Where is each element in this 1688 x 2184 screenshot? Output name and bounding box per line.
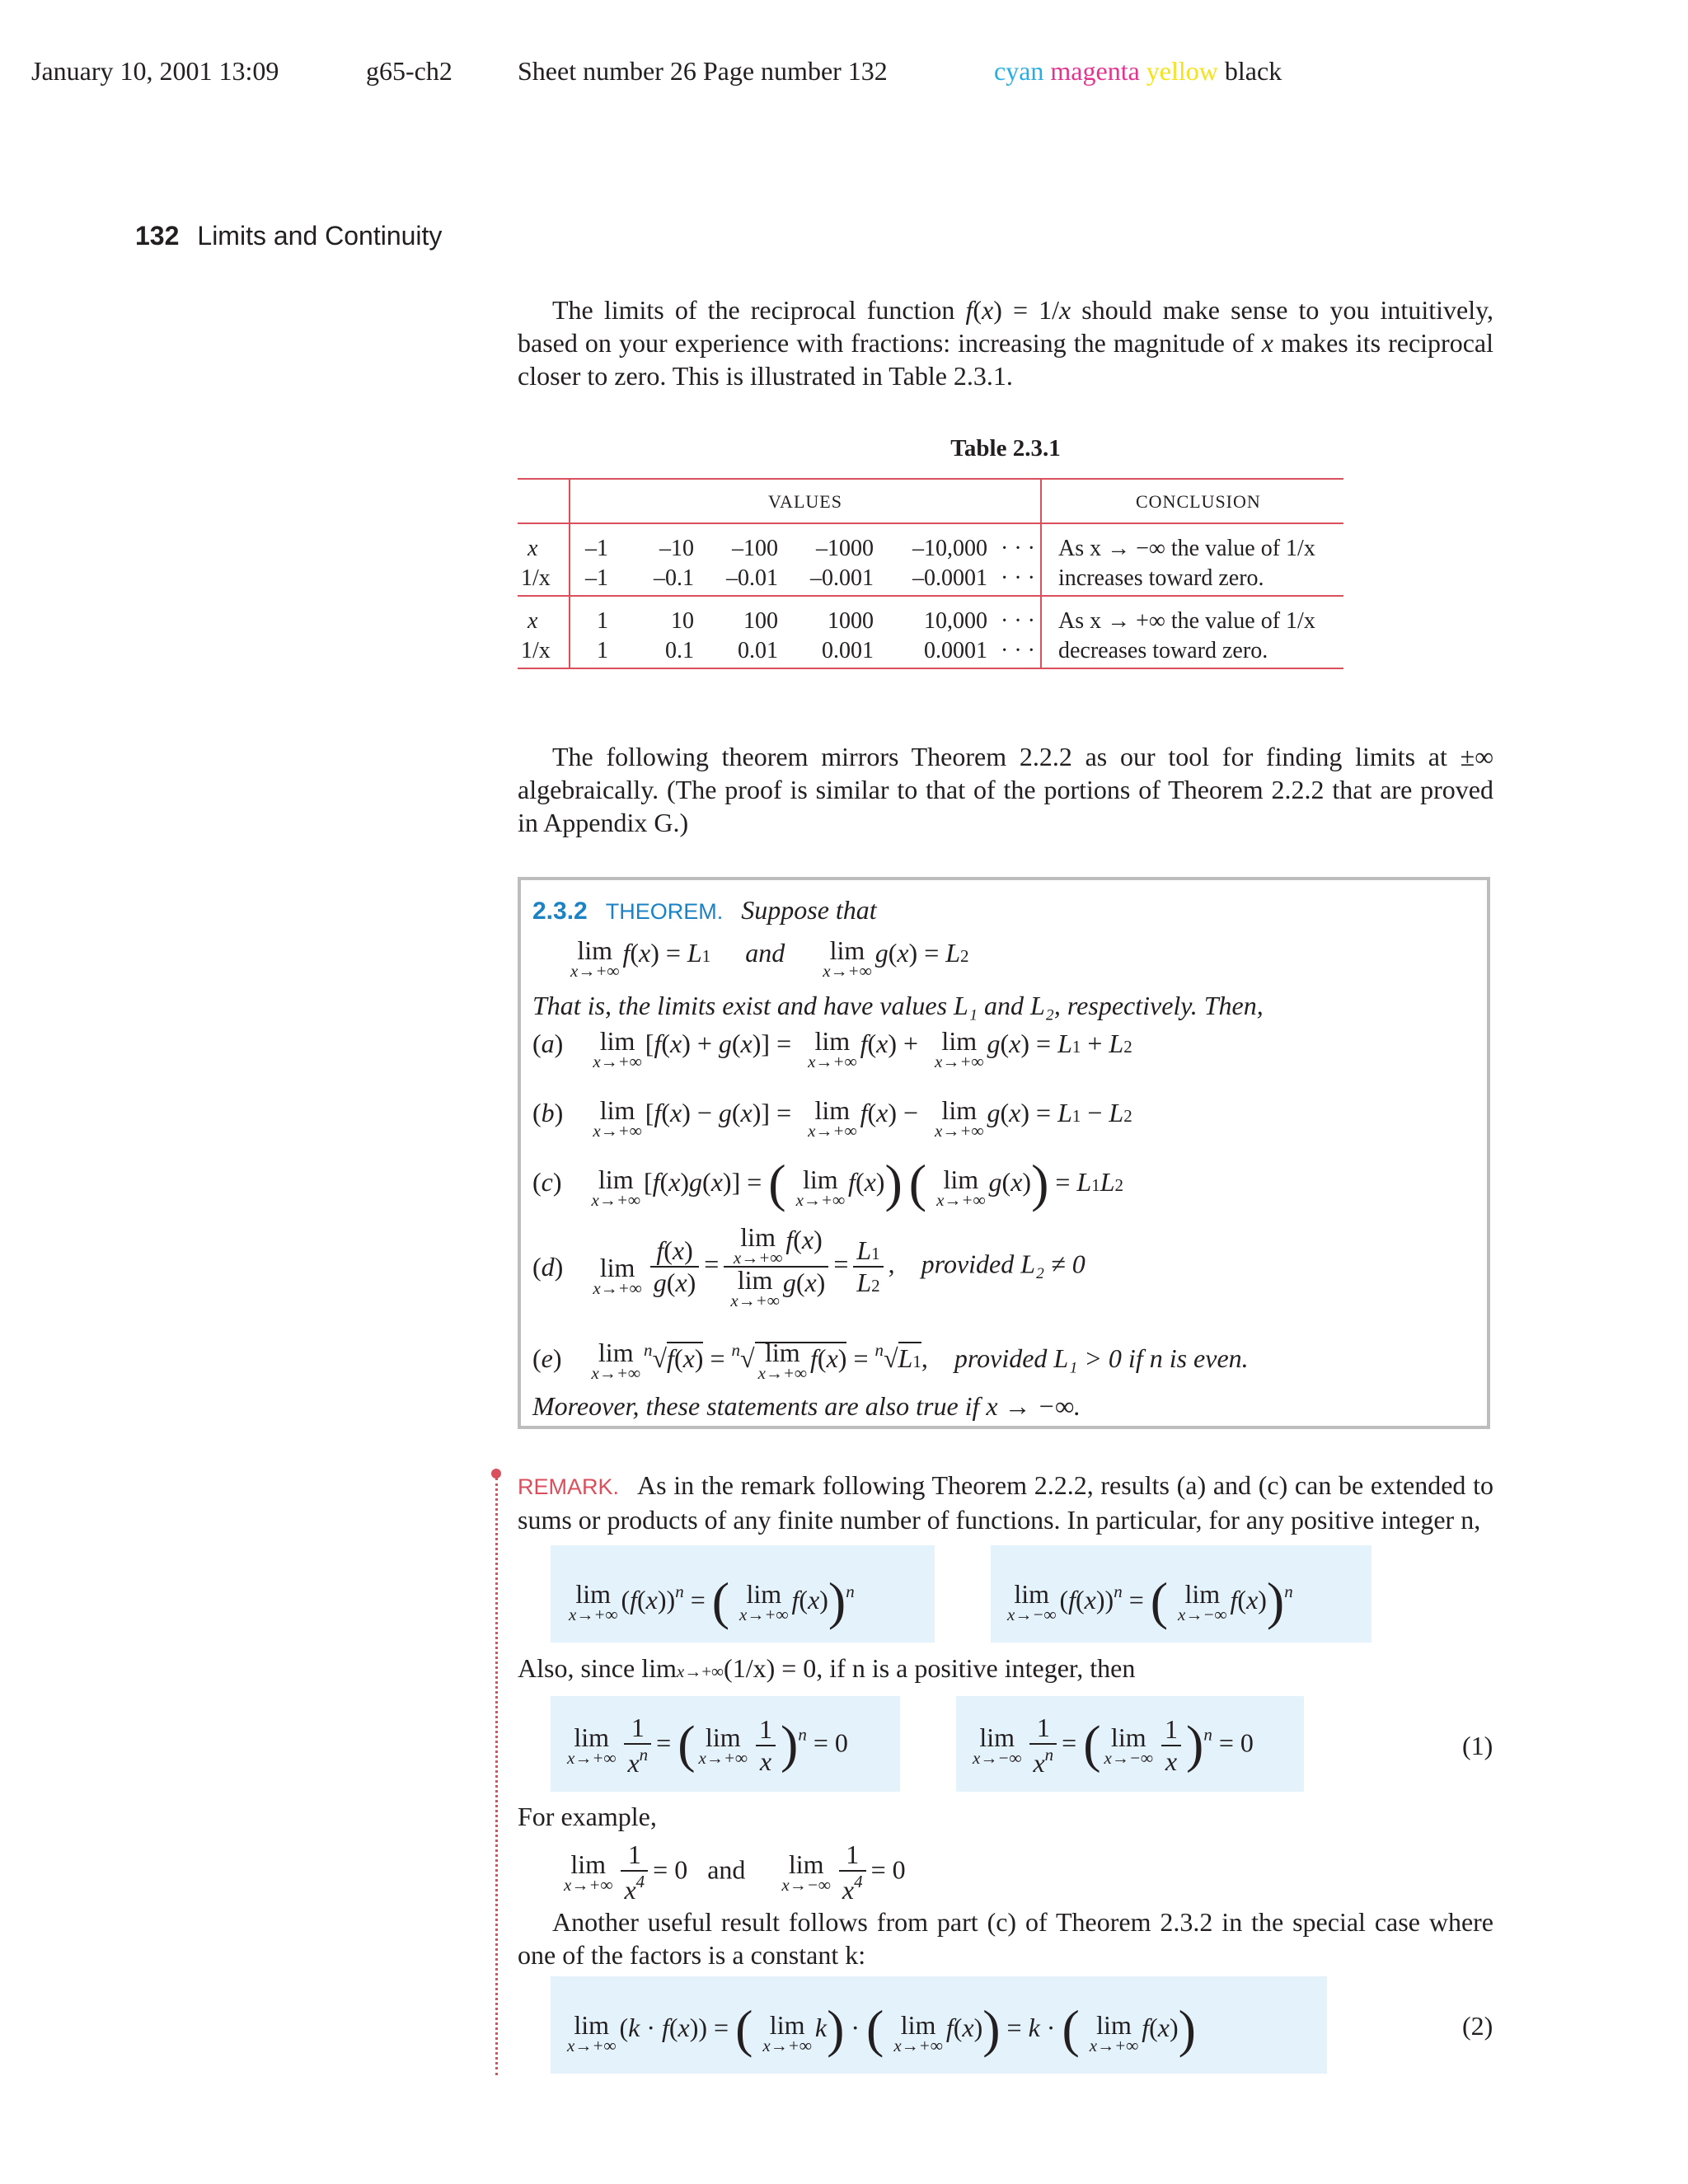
equation-number-2: (2): [1462, 2011, 1493, 2041]
table-cell: –100: [732, 536, 778, 561]
table-cell: –1: [585, 536, 608, 561]
formula-box-power-plus: lim x→+∞ $(f(x))^n$ = ( lim x→+∞ f(x))$^n$: [551, 1545, 935, 1643]
table-rule-bottom: [518, 668, 1343, 669]
theorem-box: [518, 877, 1490, 1429]
conclusion-1b: increases toward zero.: [1058, 565, 1264, 591]
table-cell: 10: [671, 608, 694, 634]
page-number: 132: [135, 221, 180, 251]
color-magenta: magenta: [1050, 56, 1140, 86]
table-head-values: VALUES: [768, 491, 842, 512]
table-cell: 1: [597, 638, 608, 663]
conclusion-1a: As x → −∞ the value of 1/x: [1058, 536, 1315, 561]
table-rule-top: [518, 478, 1343, 480]
print-date: January 10, 2001 13:09: [31, 56, 279, 86]
theorem-part-c: (c) lim x→+∞ [f(x)g(x)] = ( lim x→+∞ f(x)) ( lim x→+∞ g(x)) = L1L2: [532, 1154, 1124, 1212]
table-cell: · · ·: [1001, 536, 1035, 561]
formula-box-reciprocal-plus: lim x→+∞ $\frac{1}{x^n}$ = ( lim x→+∞ $\frac{1}{x}$ )$^n$ = 0: [551, 1696, 900, 1792]
running-head: [135, 221, 442, 251]
table-head-conclusion: CONCLUSION: [1136, 491, 1261, 512]
table-row-label: x: [528, 608, 538, 634]
theorem-moreover: Moreover, these statements are also true if x → −∞.: [532, 1391, 1081, 1421]
table-vrule-2: [1040, 478, 1042, 669]
table-cell: · · ·: [1001, 565, 1035, 591]
remark-paragraph: REMARK. As in the remark following Theorem 2.2.2, results (a) and (c) can be extended to sums or products of any finite number of functions. In particular, for any positive integer n,: [518, 1470, 1493, 1535]
formula-box-reciprocal-minus: lim x→−∞ $\frac{1}{x^n}$ = ( lim x→−∞ $\frac{1}{x}$ )$^n$ = 0: [956, 1696, 1304, 1792]
table-rule-mid: [518, 595, 1343, 597]
table-cell: 0.01: [738, 638, 778, 663]
table-cell: –0.01: [726, 565, 778, 591]
color-marks: [994, 56, 1282, 87]
example-formula: lim x→+∞ $\frac{1}{x^4}$ = 0 and lim x→−∞ $\frac{1}{x^4}$ = 0: [564, 1840, 906, 1905]
formula-box-constant-multiple: lim x→+∞ (k · f(x)) = ( lim x→+∞ k) · ( lim x→+∞ f(x)) = k · ( lim x→+∞ f(x)): [551, 1976, 1327, 2074]
theorem-hypothesis: lim x→+∞ f(x) = L1 and lim x→+∞ g(x) = L2: [570, 935, 969, 981]
for-example: For example,: [518, 1802, 657, 1831]
table-cell: –0.0001: [912, 565, 987, 591]
theorem-part-b: (b) lim x→+∞ [f(x) − g(x)] = lim x→+∞ f(x) − lim x→+∞ g(x) = L1 − L2: [532, 1095, 1132, 1141]
table-cell: 0.0001: [924, 638, 987, 663]
conclusion-2b: decreases toward zero.: [1058, 638, 1268, 663]
table-cell: 0.1: [665, 638, 694, 663]
color-yellow: yellow: [1146, 56, 1218, 86]
table-cell: 1: [597, 608, 608, 634]
constant-paragraph: Another useful result follows from part (c) of Theorem 2.3.2 in the special case where one of the factors is a constant k:: [518, 1907, 1493, 1970]
table-rule-head: [518, 523, 1343, 524]
theorem-part-a: (a) lim x→+∞ [f(x) + g(x)] = lim x→+∞ f(x) + lim x→+∞ g(x) = L1 + L2: [532, 1026, 1132, 1071]
table-cell: 1000: [828, 608, 874, 634]
theorem-that-is: That is, the limits exist and have values L₁ and L₂, respectively. Then,: [532, 991, 1264, 1020]
also-since-line: Also, since limx→+∞(1/x) = 0, if n is a positive integer, then: [518, 1653, 1136, 1683]
remark-dotted-rule: [495, 1478, 498, 2075]
table-row-label: x: [528, 536, 538, 561]
color-black: black: [1224, 56, 1282, 86]
conclusion-2a: As x → +∞ the value of 1/x: [1058, 608, 1315, 634]
table-cell: 10,000: [924, 608, 987, 634]
theorem-intro-paragraph: The following theorem mirrors Theorem 2.2.2 as our tool for finding limits at ±∞ algebraically. (The proof is similar to that of the portions of Theorem 2.2.2 that are proved in Appendix G.): [518, 742, 1493, 837]
table-cell: –10: [659, 536, 694, 561]
table-cell: · · ·: [1001, 638, 1035, 663]
print-code: g65-ch2: [366, 56, 452, 86]
equation-number-1: (1): [1462, 1731, 1493, 1760]
table-row-label: 1/x: [521, 565, 551, 591]
formula-box-power-minus: lim x→−∞ $(f(x))^n$ = ( lim x→−∞ f(x))$^n$: [991, 1545, 1372, 1643]
table-cell: 0.001: [822, 638, 874, 663]
table-vrule-1: [569, 478, 570, 669]
chapter-title: Limits and Continuity: [197, 221, 443, 251]
color-cyan: cyan: [994, 56, 1044, 86]
table-cell: –0.001: [810, 565, 874, 591]
table-row-label: 1/x: [521, 638, 551, 663]
table-cell: –1: [585, 565, 608, 591]
table-cell: –10,000: [912, 536, 987, 561]
table-cell: 100: [743, 608, 778, 634]
table-cell: –1000: [816, 536, 874, 561]
theorem-part-d: (d) lim x→+∞ $\frac{f(x)}{g(x)}$ = lim x→+∞ f(x) lim x→+∞ g(x) = $\frac{L1}{L2}$ , provided L₂ ≠ 0: [532, 1222, 1085, 1310]
sheet-info: Sheet number 26 Page number 132: [518, 56, 888, 86]
theorem-heading: 2.3.2 THEOREM. Suppose that: [532, 895, 877, 925]
table-cell: · · ·: [1001, 608, 1035, 634]
table-caption: Table 2.3.1: [950, 435, 1061, 462]
theorem-part-e: (e) lim x→+∞ $^n$√f(x) = $^n$√ lim x→+∞ f(x) = $^n$√L1, provided L₁ > 0 if n is even.: [532, 1338, 1249, 1383]
table-cell: –0.1: [654, 565, 694, 591]
intro-paragraph: The limits of the reciprocal function f(x) = 1/x should make sense to you intuitively, based on your experience with fractions: increasing the magnitude of x makes its reciprocal closer to zero. This is illustrated in Table 2.3.1.: [518, 295, 1494, 391]
